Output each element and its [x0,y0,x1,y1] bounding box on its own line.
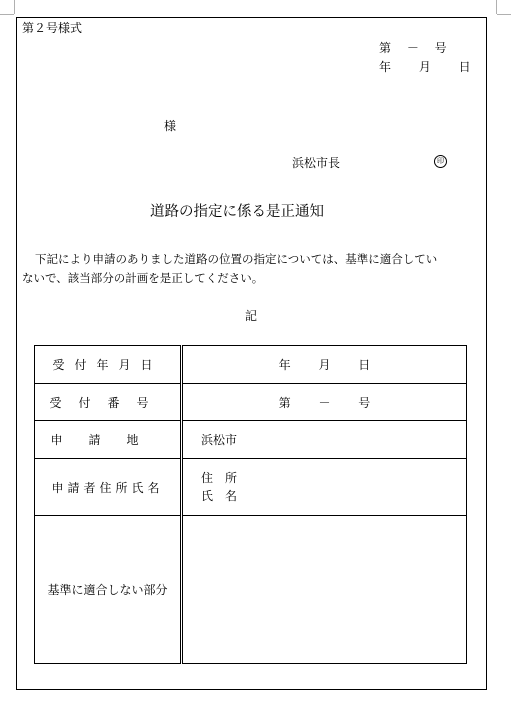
table-label: 受付番号 [35,384,182,421]
document-title: 道路の指定に係る是正通知 [150,204,324,220]
addressee-honorific: 様 [164,119,177,133]
body-text-line1: 下記により申請のありました道路の位置の指定については、基準に適合してい [35,252,438,266]
name-label: 氏 名 [201,489,238,503]
corner-mark [496,0,497,14]
ki-heading: 記 [245,309,258,323]
document-date: 年 月 日 [379,60,471,74]
table-value: 浜松市 [182,421,467,459]
corner-mark [497,14,511,15]
body-text-line2: ないで、該当部分の計画を是正してください。 [22,271,264,285]
table-value: 年 月 日 [182,346,467,384]
corner-mark [0,14,14,15]
table-label: 申請地 [35,421,182,459]
address-label: 住 所 [201,471,238,485]
table-value [182,516,467,664]
seal-icon: 印 [434,155,447,168]
table-row [35,516,467,664]
table-row [35,459,467,516]
table-label: 受付年月日 [35,346,182,384]
document-number: 第 － 号 [379,41,447,55]
table-label: 申請者住所氏名 [35,459,182,516]
details-table [34,345,467,664]
sender-name: 浜松市長 [292,156,341,170]
corner-mark [14,0,15,14]
form-number: 第２号様式 [22,21,83,35]
table-label: 基準に適合しない部分 [35,516,182,664]
table-value: 第 － 号 [182,384,467,421]
table-row [35,384,467,421]
table-row [35,421,467,459]
table-row [35,346,467,384]
table-value [182,459,467,516]
